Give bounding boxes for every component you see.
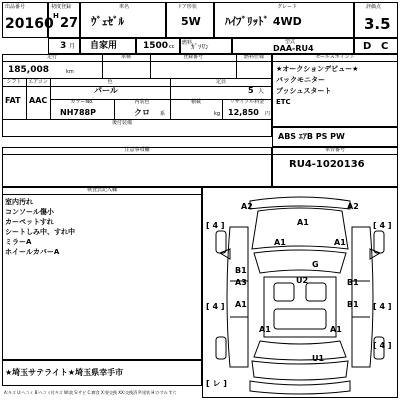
- equipment: ABS ｴｱB PS PW: [278, 132, 345, 141]
- model-cell: [80, 2, 166, 38]
- damage-mark: B1: [235, 266, 247, 275]
- color-no-label: カラーNo.: [70, 99, 94, 105]
- load-label: 積載: [190, 99, 201, 105]
- grade-label: グレード: [277, 4, 298, 10]
- recycle: 12,850: [228, 108, 259, 117]
- interior: クロ: [134, 108, 150, 117]
- tire-rear-left: [ 4 ]: [206, 302, 225, 311]
- year: 27: [60, 16, 79, 31]
- shift-label: シフト: [6, 79, 22, 85]
- type: DAA-RU4: [273, 44, 314, 53]
- tire-spare-label: [ レ ]: [206, 379, 227, 388]
- month-cell: [48, 38, 80, 54]
- grade: ﾊｲﾌﾞﾘｯﾄﾞ 4WD: [225, 15, 302, 28]
- recycle-unit: 円: [265, 111, 271, 117]
- fuel-spec-label: 燃料仕様: [243, 54, 264, 60]
- exterior-score: C: [381, 41, 389, 52]
- mileage-unit: km: [66, 69, 74, 75]
- score-label: 評価点: [366, 4, 382, 10]
- load-unit: kg: [214, 111, 221, 117]
- doors: 5W: [181, 15, 201, 28]
- tire-rear-right: [ 4 ]: [373, 302, 392, 311]
- notes-header: [2, 147, 272, 155]
- damage-mark: A1: [297, 218, 309, 227]
- damage-mark: A1: [259, 325, 271, 334]
- sales-item: バックモニター: [276, 76, 325, 84]
- sales-header: [272, 54, 398, 62]
- chassis-header: [272, 147, 398, 155]
- era: H: [53, 12, 59, 20]
- lot-label: 出品番号: [5, 4, 26, 10]
- model-label: 車名: [119, 4, 130, 10]
- capacity-label: 定員: [215, 79, 226, 85]
- interior-header: [114, 99, 170, 106]
- month: 3: [60, 41, 67, 51]
- color-no-header: [50, 99, 114, 106]
- score: 3.5: [364, 15, 391, 33]
- score-cell: [354, 2, 398, 38]
- tire-front-right: [ 4 ]: [373, 221, 392, 230]
- inspection-item: 室内汚れ: [5, 198, 33, 206]
- divider: [150, 54, 151, 78]
- capacity-unit: 人: [258, 88, 265, 95]
- year-cell: [48, 2, 80, 38]
- damage-mark: A3: [235, 278, 247, 287]
- capacity: 5: [248, 86, 254, 95]
- divider: [236, 54, 237, 78]
- divider: [114, 99, 115, 119]
- mileage: 185,008: [8, 65, 49, 75]
- color: パール: [94, 86, 118, 95]
- damage-mark: B1: [347, 278, 359, 287]
- damage-mark: A1: [330, 325, 342, 334]
- dealer: ★埼玉サテライト★埼玉県幸手市: [5, 368, 124, 377]
- interior-score: D: [363, 41, 372, 52]
- type-cell: [232, 38, 354, 54]
- inspection-item: コンソール傷小: [5, 208, 54, 216]
- divider: [2, 119, 272, 120]
- fuel: ｶﾞｿﾘﾝ: [191, 43, 209, 51]
- doors-cell: [166, 2, 214, 38]
- inspection-title: 検査員記入欄: [86, 187, 117, 193]
- registration-header: [150, 54, 236, 62]
- inspection-header: [102, 54, 150, 62]
- mileage-label: 走行: [46, 54, 57, 60]
- mileage-header: [2, 54, 102, 62]
- subscore-cell: [354, 38, 398, 54]
- color-no: NH788P: [60, 108, 96, 117]
- damage-mark: U2: [296, 276, 309, 285]
- grade-cell: [214, 2, 354, 38]
- damage-mark: B1: [347, 300, 359, 309]
- aircon-label: エアコン: [28, 79, 48, 85]
- inspection-item: ホイールカバーA: [5, 248, 60, 256]
- interior-label: 内装色: [134, 99, 150, 105]
- damage-mark: A2: [241, 202, 253, 211]
- damage-mark: G: [312, 260, 319, 269]
- year-label: 初度登録: [51, 4, 72, 10]
- chassis-number: RU4-1020136: [289, 159, 365, 170]
- lot-number: 20160: [5, 16, 54, 32]
- cc-cell: [136, 38, 180, 54]
- type-label: 型式: [285, 39, 296, 45]
- damage-mark: A1: [274, 238, 286, 247]
- fuel-label: 燃料: [182, 40, 193, 46]
- cc-unit: cc: [169, 44, 175, 50]
- model-name: ｳﾞｪｾﾞﾙ: [91, 15, 124, 28]
- recycle-header: [222, 99, 272, 106]
- doors-label: ドア形状: [177, 4, 197, 10]
- tire-spare: [ 4 ]: [373, 341, 392, 350]
- damage-mark: A2: [347, 202, 359, 211]
- divider: [222, 99, 223, 119]
- capacity-header: [170, 79, 272, 87]
- recycle-label: リサイクル料金: [229, 99, 265, 105]
- interior-suffix: 系: [160, 111, 166, 117]
- inspection-item: カーペットすれ: [5, 218, 54, 226]
- color-label: 色: [107, 79, 113, 85]
- sales-title: セールスポイント: [315, 54, 355, 60]
- sales-item: プッシュスタート: [276, 87, 332, 95]
- usage: 自家用: [90, 41, 118, 51]
- sales-item: ETC: [276, 98, 291, 106]
- damage-mark: A1: [235, 300, 247, 309]
- shift-header: [2, 79, 26, 87]
- aircon-header: [26, 79, 50, 87]
- shift: FAT: [5, 96, 21, 105]
- tire-front-left: [ 4 ]: [206, 221, 225, 230]
- inspection-item: シートしみ中、すれ中: [5, 228, 75, 236]
- usage-cell: [80, 38, 136, 54]
- damage-mark: U1: [312, 354, 325, 363]
- chassis-title: 車台番号: [324, 147, 345, 153]
- month-unit: 月: [69, 43, 76, 50]
- notes-title: 注意事項欄: [124, 147, 150, 153]
- fuel-cell: [180, 38, 232, 54]
- fuel-spec-header: [236, 54, 272, 62]
- damage-mark: A1: [334, 238, 346, 247]
- cc: 1500: [143, 41, 169, 51]
- divider: [26, 79, 27, 119]
- legend: A:キズ U:ヘコミ B:ヘコミ付キズ W:波 S:サビ C:腐食 X:要交換 XX:交換済 P:塗装 H:ひずみ Y:穴: [4, 390, 177, 395]
- inspection-header: [2, 187, 202, 195]
- load-header: [170, 99, 222, 106]
- rear-equip-label: 後付装備: [112, 120, 133, 126]
- sales-item: ★オークションデビュー★: [276, 65, 359, 73]
- registration-label: 登録番号: [182, 54, 203, 60]
- inspection-label: 車検: [120, 54, 131, 60]
- inspection-item: ミラーA: [5, 238, 32, 246]
- auction-sheet: [2, 2, 398, 398]
- divider: [102, 54, 103, 78]
- aircon: AAC: [29, 96, 48, 105]
- lot-cell: [2, 2, 54, 38]
